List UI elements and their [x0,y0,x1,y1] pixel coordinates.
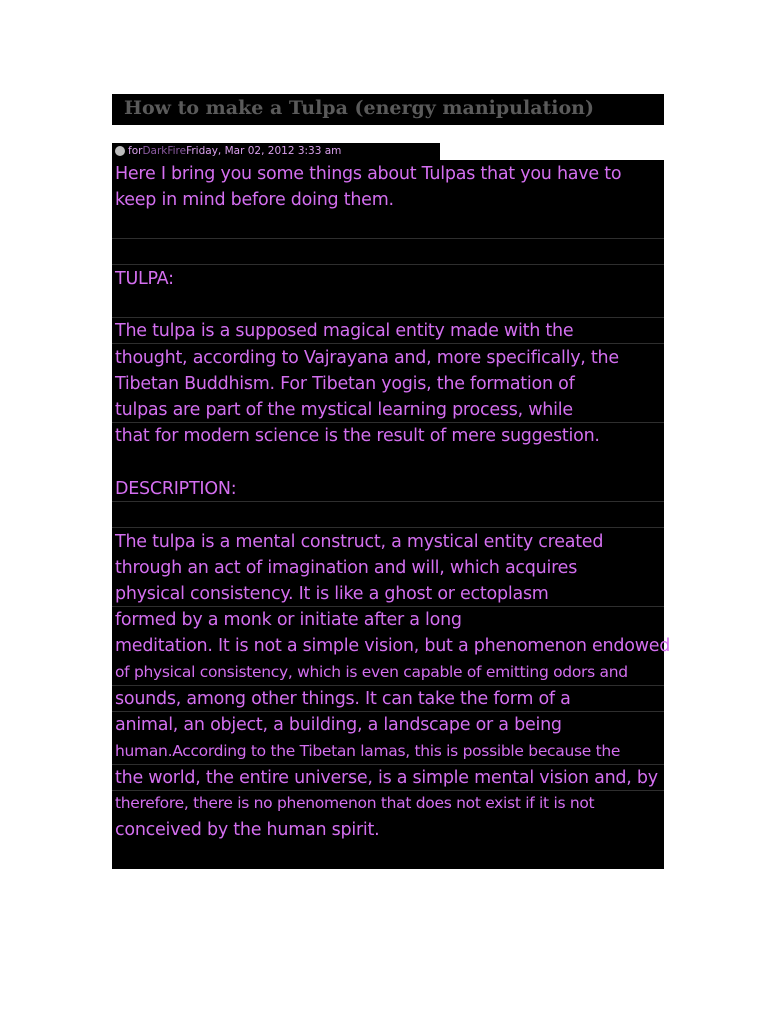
divider [112,606,664,607]
body-line: thought, according to Vajrayana and, more specifically, the [115,348,619,368]
post-body [112,160,671,869]
body-line: The tulpa is a mental construct, a mystical entity created [115,532,604,552]
divider [112,422,664,423]
section-heading: DESCRIPTION: [115,479,237,499]
body-line: sounds, among other things. It can take the form of a [115,689,571,709]
body-line: meditation. It is not a simple vision, but a phenomenon endowed [115,636,671,656]
body-line: human.According to the Tibetan lamas, this is possible because the [115,742,621,760]
user-avatar-icon [115,146,125,156]
divider [112,238,664,239]
body-line: physical consistency. It is like a ghost or ectoplasm [115,584,549,604]
body-line: formed by a monk or initiate after a long [115,610,462,630]
post-meta-line [128,143,341,160]
divider [112,685,664,686]
post-meta [112,143,440,160]
divider [112,764,664,765]
post-date: Friday, Mar 02, 2012 3:33 am [186,145,342,157]
divider [112,343,664,344]
author-link[interactable]: DarkFire [142,145,187,157]
post-title: How to make a Tulpa (energy manipulation) [124,97,594,119]
divider [112,317,664,318]
divider [112,711,664,712]
body-line: of physical consistency, which is even capable of emitting odors and [115,663,628,681]
meta-prefix: for [128,145,143,157]
body-line: that for modern science is the result of mere suggestion. [115,426,600,446]
body-line: Tibetan Buddhism. For Tibetan yogis, the formation of [115,374,575,394]
body-line: the world, the entire universe, is a simple mental vision and, by [115,768,658,788]
section-heading: TULPA: [115,269,174,289]
body-line: through an act of imagination and will, which acquires [115,558,578,578]
body-line: tulpas are part of the mystical learning process, while [115,400,573,420]
post-title-bar [112,94,664,125]
divider [112,527,664,528]
body-line: therefore, there is no phenomenon that does not exist if it is not [115,794,595,812]
body-line: Here I bring you some things about Tulpas that you have to [115,164,622,184]
body-line: conceived by the human spirit. [115,820,380,840]
divider [112,501,664,502]
body-line: The tulpa is a supposed magical entity made with the [115,321,574,341]
divider [112,790,664,791]
body-line: keep in mind before doing them. [115,190,394,210]
body-line: animal, an object, a building, a landscape or a being [115,715,562,735]
divider [112,264,664,265]
